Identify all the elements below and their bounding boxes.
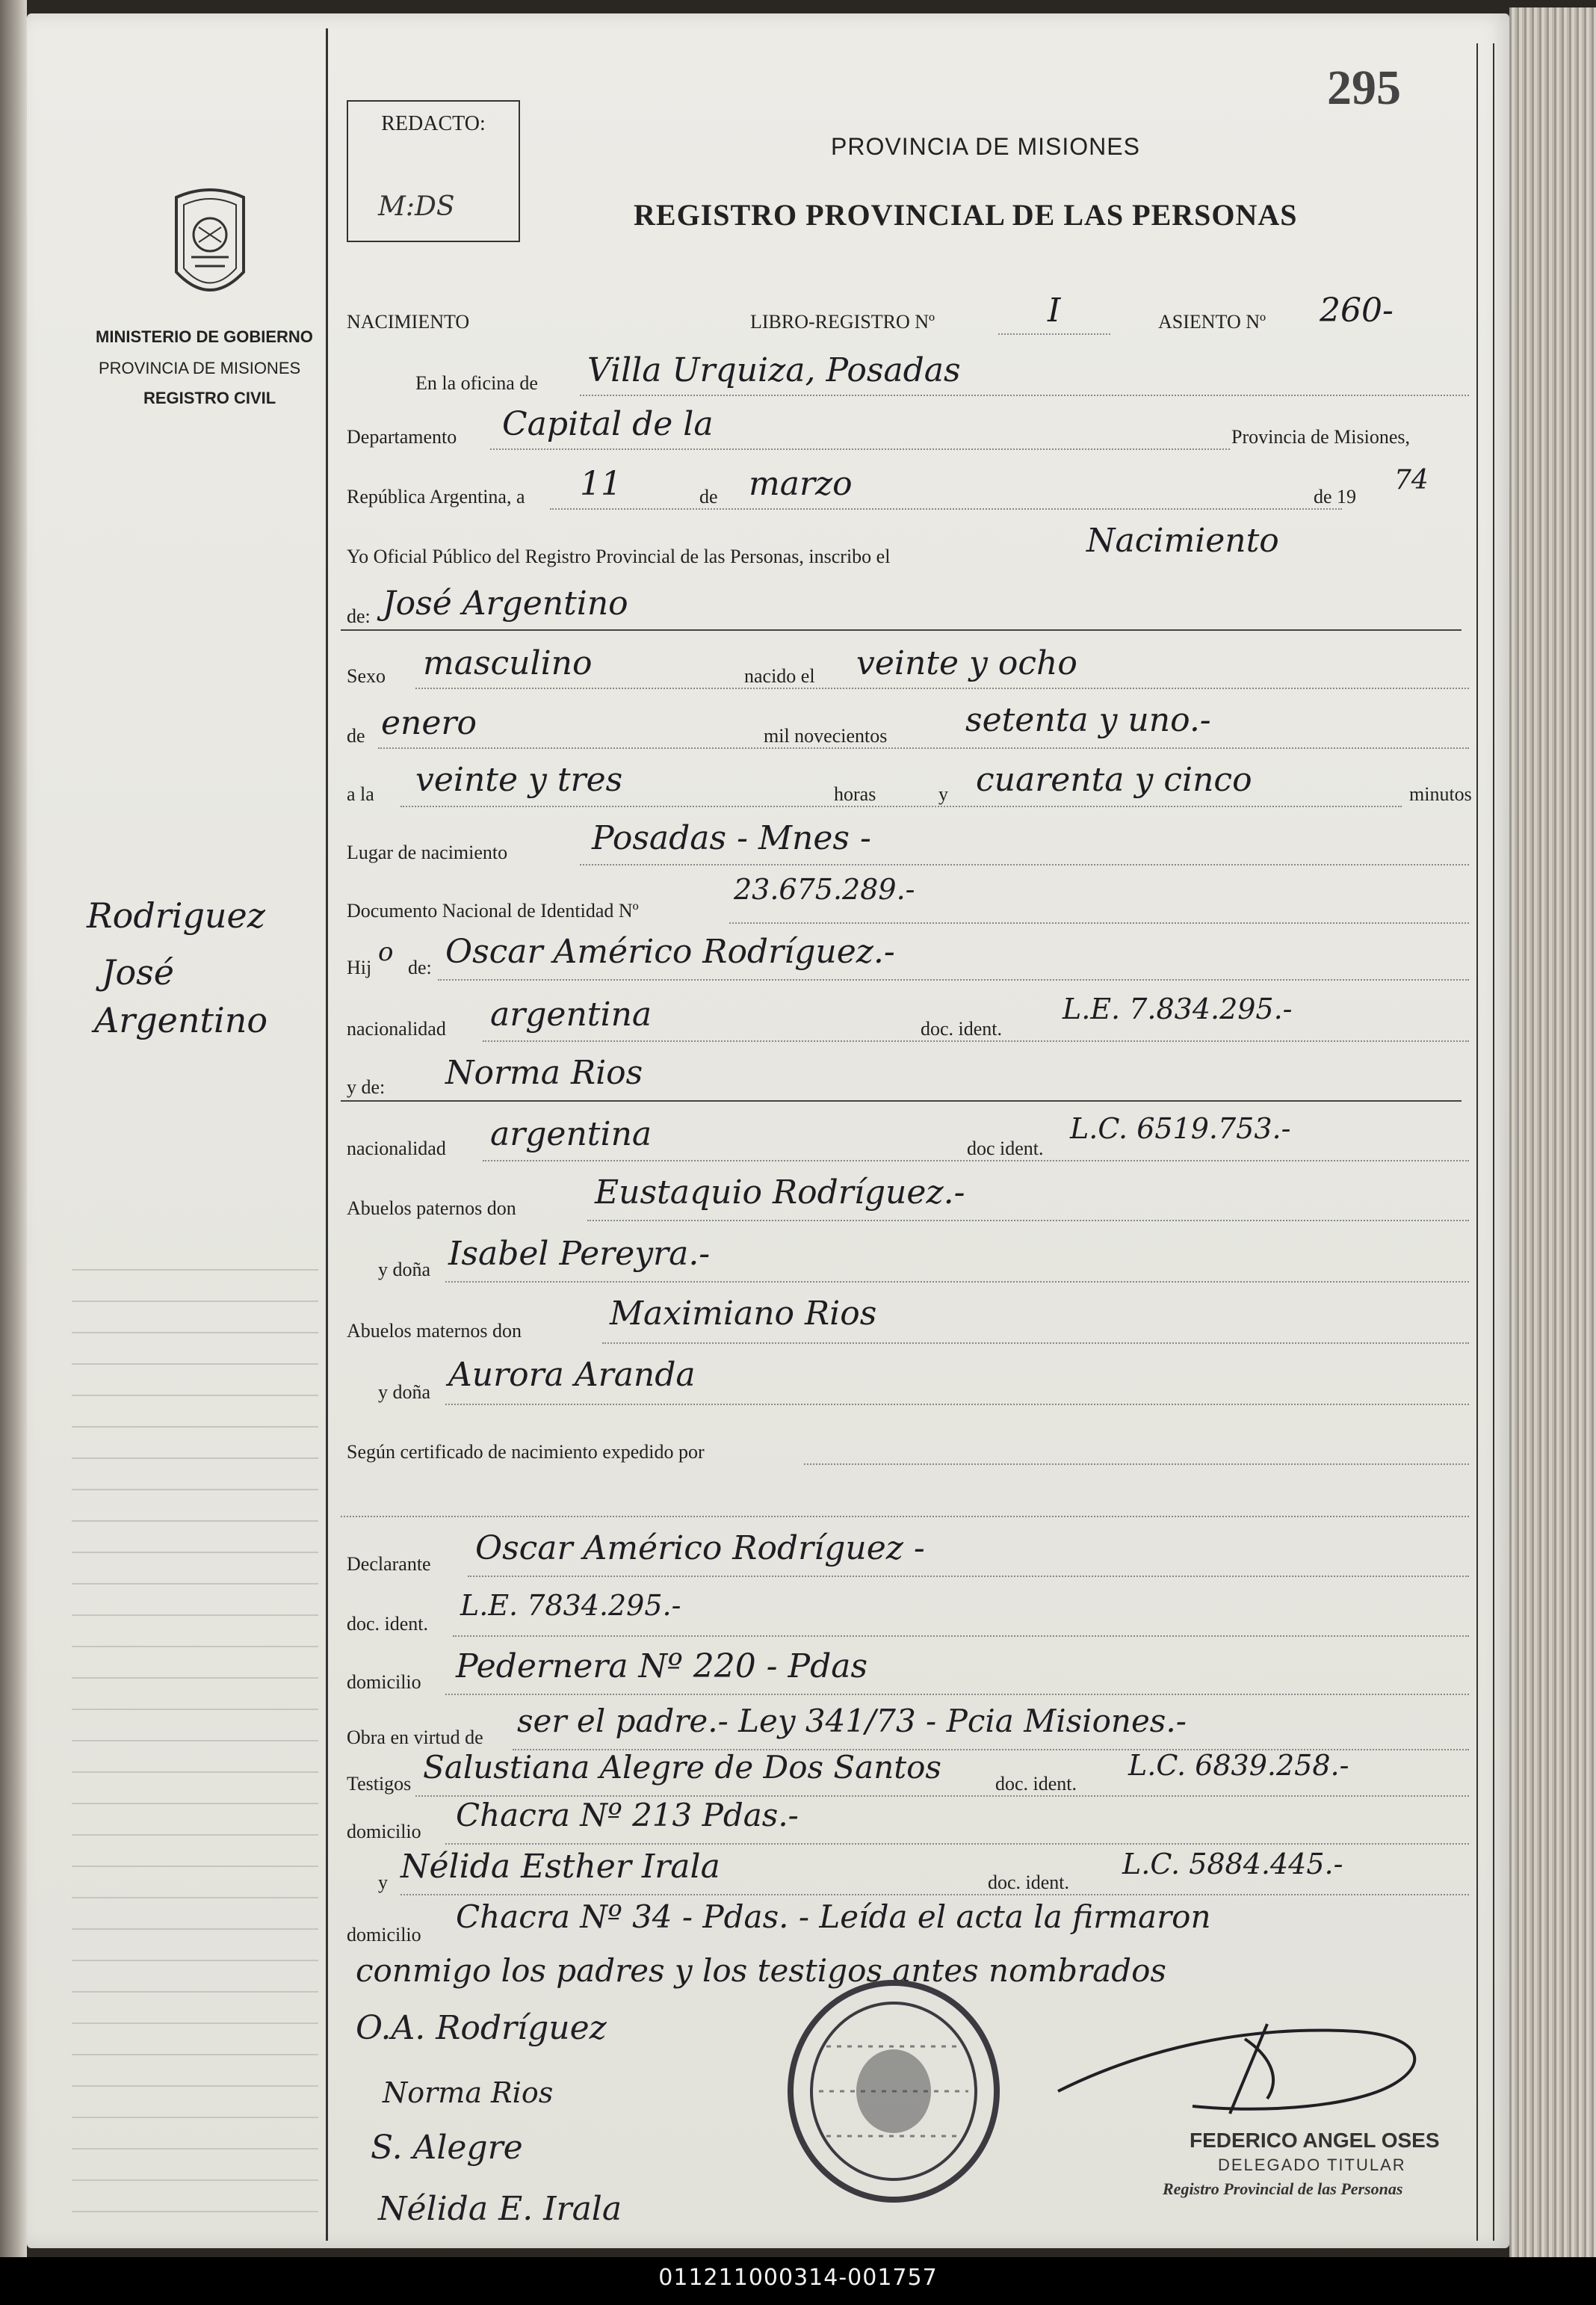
provincia-label: Provincia de Misiones,: [1231, 426, 1411, 448]
minutos-label: minutos: [1409, 783, 1472, 805]
ministry-line-2: PROVINCIA DE MISIONES: [99, 359, 301, 377]
testigo2-value: Nélida Esther Irala: [400, 1848, 720, 1886]
oficina-value: Villa Urquiza, Posadas: [587, 351, 961, 389]
margin-rule: [326, 28, 328, 2241]
margin-ruled-lines: [72, 1239, 318, 2233]
testigo2-y-label: y: [378, 1872, 388, 1893]
signature-witness-1: S. Alegre: [371, 2129, 523, 2167]
hora-value: veinte y tres: [415, 761, 623, 799]
dotted-line: [483, 1040, 1469, 1042]
padre-doc-value: L.E. 7.834.295.-: [1063, 993, 1293, 1025]
testigo1-domicilio-label: domicilio: [347, 1821, 421, 1842]
mes-value: marzo: [749, 465, 853, 503]
nacido-el-label: nacido el: [744, 665, 815, 687]
abuela-paterna-value: Isabel Pereyra.-: [448, 1235, 711, 1273]
horas-label: horas: [834, 783, 876, 805]
declarante-doc-label: doc. ident.: [347, 1613, 429, 1635]
testigo1-domicilio-value: Chacra Nº 213 Pdas.-: [456, 1797, 799, 1833]
official-signature-icon: [1043, 2009, 1447, 2136]
madre-value: Norma Rios: [445, 1054, 643, 1092]
anio-prefix-label: de 19: [1314, 486, 1357, 507]
testigo2-doc-value: L.C. 5884.445.-: [1122, 1848, 1343, 1880]
departamento-value: Capital de la: [502, 405, 714, 443]
libro-label: LIBRO-REGISTRO Nº: [750, 311, 935, 333]
asiento-label: ASIENTO Nº: [1158, 311, 1266, 333]
dotted-line: [400, 1894, 1469, 1895]
padre-doc-label: doc. ident.: [921, 1018, 1003, 1040]
mes-nac-label: de: [347, 725, 365, 747]
solid-line: [341, 1100, 1462, 1102]
lugar-label: Lugar de nacimiento: [347, 842, 508, 863]
mil-novecientos-label: mil novecientos: [764, 725, 888, 747]
anio-value: 74: [1394, 465, 1429, 496]
padre-nacionalidad-value: argentina: [490, 996, 652, 1034]
nacimiento-label: NACIMIENTO: [347, 311, 470, 333]
dotted-line: [438, 979, 1469, 981]
dotted-line: [445, 1843, 1469, 1845]
abuelos-paternos-label: Abuelos paternos don: [347, 1197, 516, 1219]
declarante-label: Declarante: [347, 1553, 431, 1575]
madre-nacionalidad-label: nacionalidad: [347, 1138, 446, 1159]
signature-witness-2: Nélida E. Irala: [378, 2190, 622, 2228]
segun-label: Según certificado de nacimiento expedido por: [347, 1441, 705, 1463]
ledger-page: [27, 13, 1509, 2248]
dotted-line: [378, 747, 1469, 749]
abuela-paterna-label: y doña: [378, 1259, 431, 1280]
ministry-line-3: REGISTRO CIVIL: [143, 389, 276, 407]
margin-surname: Rodriguez: [87, 895, 266, 936]
lugar-value: Posadas - Mnes -: [592, 819, 871, 857]
padre-value: Oscar Américo Rodríguez.-: [445, 933, 895, 971]
padre-nacionalidad-label: nacionalidad: [347, 1018, 446, 1040]
dotted-line: [341, 1516, 1469, 1517]
margin-second-name: Argentino: [94, 1000, 268, 1040]
dni-value: 23.675.289.-: [734, 873, 915, 906]
dotted-line: [587, 1220, 1469, 1221]
official-office: Registro Provincial de las Personas: [1163, 2179, 1403, 2198]
margin-first-name: José: [102, 952, 174, 993]
abuelo-materno-value: Maximiano Rios: [610, 1295, 877, 1333]
redacto-label: REDACTO:: [381, 112, 486, 135]
dotted-line: [580, 864, 1469, 865]
registry-round-stamp-icon: [782, 1979, 1006, 2203]
y-label: y: [938, 783, 948, 805]
dotted-line: [415, 688, 1469, 689]
dotted-line: [804, 1463, 1469, 1465]
dotted-line: [550, 508, 1342, 510]
testigo1-value: Salustiana Alegre de Dos Santos: [423, 1749, 941, 1786]
acto-value: Nacimiento: [1086, 522, 1279, 560]
official-name: FEDERICO ANGEL OSES: [1190, 2129, 1440, 2152]
redacto-box: [347, 100, 520, 242]
obra-label: Obra en virtud de: [347, 1727, 483, 1748]
abuelos-maternos-label: Abuelos maternos don: [347, 1320, 522, 1342]
page-number: 295: [1327, 61, 1401, 115]
republica-label: República Argentina, a: [347, 486, 525, 507]
declarante-doc-value: L.E. 7834.295.-: [460, 1589, 681, 1622]
redacto-value: M:DS: [378, 191, 455, 222]
solid-line: [341, 629, 1462, 631]
hijo-suffix: o: [378, 937, 394, 967]
testigo1-doc-value: L.C. 6839.258.-: [1128, 1749, 1349, 1782]
official-role: DELEGADO TITULAR: [1218, 2156, 1406, 2174]
sexo-label: Sexo: [347, 665, 386, 687]
de-label: de: [699, 486, 718, 507]
dotted-line: [602, 1342, 1469, 1344]
abuelo-paterno-value: Eustaquio Rodríguez.-: [595, 1173, 965, 1212]
book-spine: [0, 0, 27, 2257]
nombre-label: de:: [347, 605, 371, 627]
oficina-label: En la oficina de: [415, 372, 538, 394]
madre-doc-value: L.C. 6519.753.-: [1070, 1112, 1291, 1145]
cierre-value: conmigo los padres y los testigos antes nombrados: [356, 1952, 1166, 1989]
dotted-line: [483, 1160, 1469, 1161]
testigo1-doc-label: doc. ident.: [995, 1773, 1077, 1795]
dotted-line: [445, 1281, 1469, 1283]
dotted-line: [400, 806, 1402, 807]
yo-oficial-label: Yo Oficial Público del Registro Provincial de las Personas, inscribo el: [347, 546, 891, 567]
libro-value: I: [1048, 291, 1061, 330]
nombre-value: José Argentino: [383, 584, 628, 623]
mes-nac-value: enero: [381, 704, 477, 742]
province-title: PROVINCIA DE MISIONES: [831, 133, 1140, 160]
dotted-line: [453, 1635, 1469, 1637]
signature-father: O.A. Rodríguez: [356, 2009, 607, 2047]
asiento-value: 260-: [1320, 291, 1394, 330]
anio-nac-value: setenta y uno.-: [965, 701, 1211, 739]
provincial-seal-icon: [161, 182, 259, 309]
dotted-line: [729, 922, 1469, 924]
testigos-label: Testigos: [347, 1773, 412, 1795]
sexo-value: masculino: [423, 644, 593, 682]
dotted-line: [445, 1694, 1469, 1695]
declarante-value: Oscar Américo Rodríguez -: [475, 1529, 925, 1567]
abuela-materna-value: Aurora Aranda: [448, 1356, 696, 1394]
madre-label: y de:: [347, 1076, 386, 1098]
obra-value: ser el padre.- Ley 341/73 - Pcia Misiones.-: [517, 1703, 1187, 1739]
signature-mother: Norma Rios: [383, 2076, 554, 2109]
declarante-domicilio-value: Pedernera Nº 220 - Pdas: [456, 1647, 868, 1685]
registry-title: REGISTRO PROVINCIAL DE LAS PERSONAS: [634, 198, 1298, 232]
hijo-label: Hij: [347, 957, 372, 978]
madre-doc-label: doc ident.: [967, 1138, 1044, 1159]
testigo2-domicilio-value: Chacra Nº 34 - Pdas. - Leída el acta la firmaron: [456, 1898, 1211, 1935]
dni-label: Documento Nacional de Identidad Nº: [347, 900, 639, 922]
dotted-line: [580, 395, 1469, 396]
dotted-line: [445, 1404, 1469, 1405]
image-caption: 011211000314-001757: [658, 2265, 938, 2291]
a-la-label: a la: [347, 783, 374, 805]
hijo-de-label: de:: [408, 957, 432, 978]
minutos-value: cuarenta y cinco: [976, 761, 1252, 799]
right-rule: [1476, 43, 1478, 2241]
declarante-domicilio-label: domicilio: [347, 1671, 421, 1693]
madre-nacionalidad-value: argentina: [490, 1115, 652, 1153]
testigo2-doc-label: doc. ident.: [988, 1872, 1070, 1893]
dotted-line: [998, 333, 1110, 335]
page-stack-edges: [1509, 7, 1596, 2257]
abuela-materna-label: y doña: [378, 1381, 431, 1403]
departamento-label: Departamento: [347, 426, 457, 448]
dia-value: 11: [580, 465, 622, 503]
testigo2-domicilio-label: domicilio: [347, 1924, 421, 1945]
dotted-line: [468, 1576, 1469, 1577]
ministry-line-1: MINISTERIO DE GOBIERNO: [96, 327, 313, 346]
nacido-el-value: veinte y ocho: [856, 644, 1077, 682]
dotted-line: [490, 448, 1230, 450]
right-rule: [1493, 43, 1494, 2241]
